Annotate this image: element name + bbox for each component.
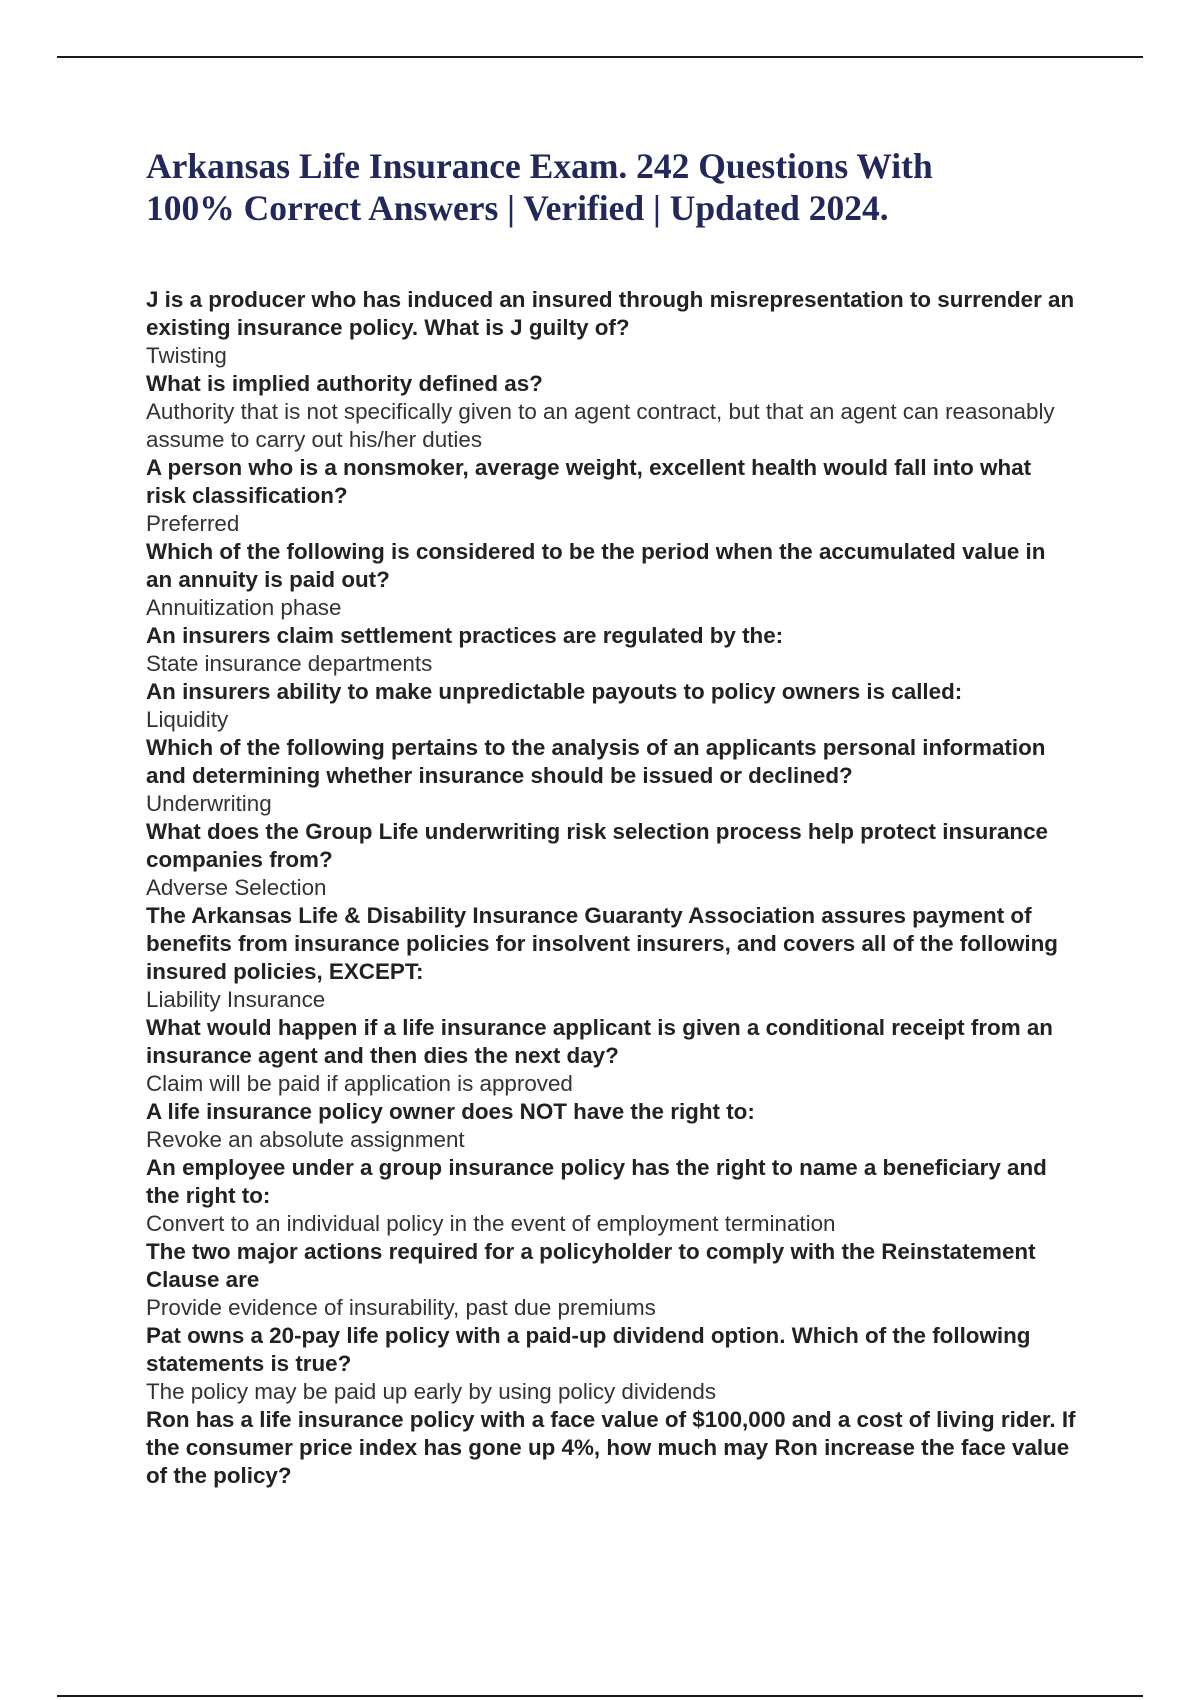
answer: Preferred: [146, 511, 240, 536]
answer: State insurance departments: [146, 651, 433, 676]
qa-item: [146, 286, 1076, 370]
answer: Liquidity: [146, 707, 229, 732]
question: Ron has a life insurance policy with a face value of $100,000 and a cost of living rider. If the consumer price index has gone up 4%, how much may Ron increase the face value of the policy?: [146, 1407, 1076, 1488]
answer: The policy may be paid up early by using policy dividends: [146, 1379, 717, 1404]
qa-item: [146, 454, 1076, 538]
qa-item: [146, 1014, 1076, 1098]
header-rule: [57, 56, 1143, 58]
question: An insurers claim settlement practices are regulated by the:: [146, 623, 784, 648]
qa-item: [146, 734, 1076, 818]
qa-item: [146, 818, 1076, 902]
question: J is a producer who has induced an insured through misrepresentation to surrender an existing insurance policy. What is J guilty of?: [146, 287, 1075, 340]
qa-item: [146, 678, 1076, 734]
question: What does the Group Life underwriting risk selection process help protect insurance companies from?: [146, 819, 1049, 872]
qa-item: [146, 1238, 1076, 1322]
qa-item: [146, 370, 1076, 454]
qa-item: [146, 538, 1076, 622]
answer: Underwriting: [146, 791, 272, 816]
answer: Claim will be paid if application is approved: [146, 1071, 573, 1096]
answer: Provide evidence of insurability, past due premiums: [146, 1295, 656, 1320]
question: The two major actions required for a policyholder to comply with the Reinstatement Clause are: [146, 1239, 1036, 1292]
qa-list: [146, 286, 1076, 1490]
question: Pat owns a 20-pay life policy with a paid-up dividend option. Which of the following statements is true?: [146, 1323, 1031, 1376]
question: A person who is a nonsmoker, average weight, excellent health would fall into what risk classification?: [146, 455, 1032, 508]
answer: Authority that is not specifically given to an agent contract, but that an agent can reasonably assume to carry out his/her duties: [146, 399, 1055, 452]
qa-item: [146, 1098, 1076, 1154]
question: Which of the following is considered to be the period when the accumulated value in an annuity is paid out?: [146, 539, 1046, 592]
answer: Convert to an individual policy in the event of employment termination: [146, 1211, 836, 1236]
answer: Twisting: [146, 343, 227, 368]
footer-rule: [57, 1695, 1143, 1697]
answer: Liability Insurance: [146, 987, 326, 1012]
qa-item: [146, 1154, 1076, 1238]
answer: Annuitization phase: [146, 595, 342, 620]
qa-item: [146, 902, 1076, 1014]
question: The Arkansas Life & Disability Insurance Guaranty Association assures payment of benefits from insurance policies for insolvent insurers, and covers all of the following insured policies, EXCEPT:: [146, 903, 1058, 984]
question: An employee under a group insurance policy has the right to name a beneficiary and the right to:: [146, 1155, 1047, 1208]
document-title: Arkansas Life Insurance Exam. 242 Questions With 100% Correct Answers | Verified | Updated 2024.: [146, 146, 933, 228]
qa-item: [146, 622, 1076, 678]
question: A life insurance policy owner does NOT have the right to:: [146, 1099, 755, 1124]
question: Which of the following pertains to the analysis of an applicants personal information and determining whether insurance should be issued or declined?: [146, 735, 1046, 788]
question: What would happen if a life insurance applicant is given a conditional receipt from an insurance agent and then dies the next day?: [146, 1015, 1053, 1068]
qa-item: [146, 1322, 1076, 1406]
answer: Adverse Selection: [146, 875, 327, 900]
answer: Revoke an absolute assignment: [146, 1127, 465, 1152]
question: An insurers ability to make unpredictable payouts to policy owners is called:: [146, 679, 963, 704]
qa-item: [146, 1406, 1076, 1490]
question: What is implied authority defined as?: [146, 371, 543, 396]
